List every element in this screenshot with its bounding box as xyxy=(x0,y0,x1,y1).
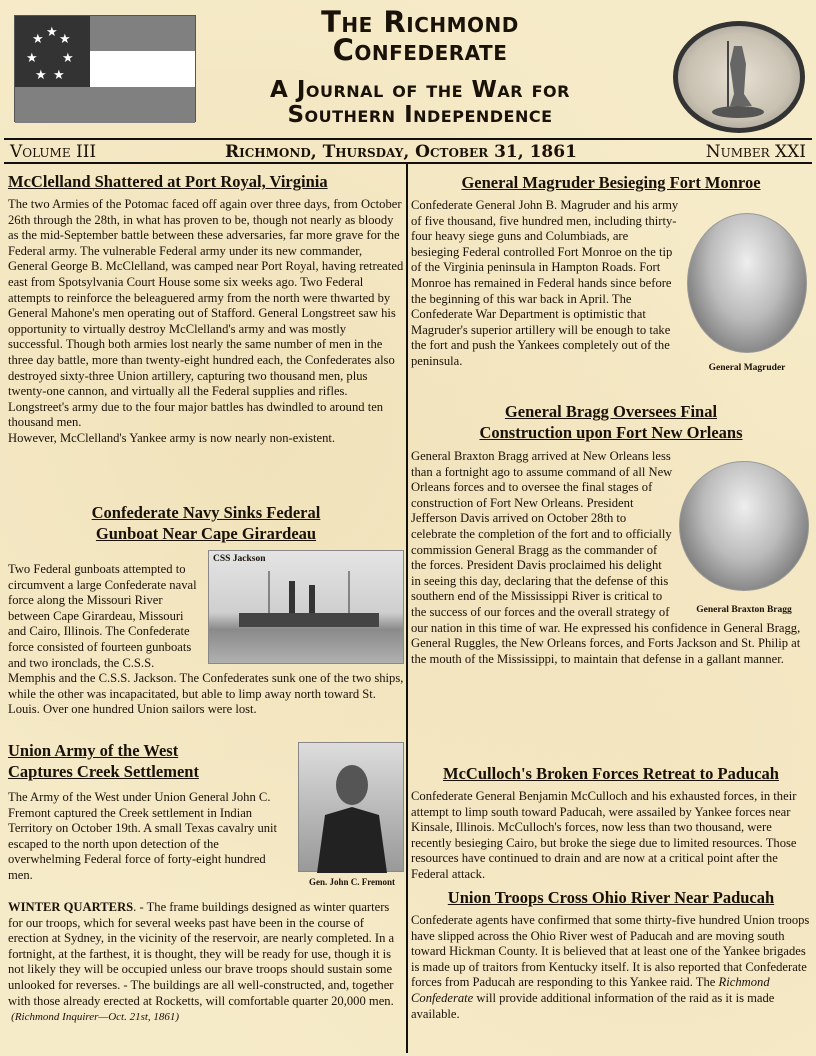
fremont-portrait xyxy=(298,742,404,887)
article-navy-gunboat xyxy=(8,502,404,718)
photo-caption: Gen. John C. Fremont xyxy=(308,877,396,887)
article-body xyxy=(8,900,404,1026)
body-text: Confederate agents have confirmed that some thirty-five hundred Union troops have slipped across the Ohio River west of Paducah and are moving south toward Hickman County. It is believed that at least one of the Yankee brigades is made up of traitors from Kentucky itself. It is also reported that Confederate forces from Paducah are responding to this Yankee raid. The xyxy=(411,913,810,990)
css-jackson-photo xyxy=(208,550,404,664)
virginia-seal xyxy=(673,21,805,133)
magruder-portrait xyxy=(687,213,807,353)
body-text: . - The frame buildings designed as winter quarters for our troops, which for several weeks past have been in the course of erection at Sydney, in the vicinity of the reservoir, are nearly completed. In a fortnight, at the farthest, it is thought, they will be ready for use, though it is not likely they will be occupied unless our brave troops should sustain some unlooked for reverses. - The buildings are all well-constructed, and, together with those already erected at Rocketts, will comfortable quarter 20,000 men. xyxy=(8,900,395,1008)
headline-line: Gunboat Near Cape Girardeau xyxy=(95,524,317,543)
article-body: Confederate General Benjamin McCulloch and his exhausted forces, in their attempt to limp south toward Paducah, were assailed by Yankee forces near Kinsale, Illinois. McCulloch's forces, now less than two thousand, were recently besieging Cairo, but broke the siege due to limited resources. Those resources have continued to drain and are now at a critical point after the Federal attack. xyxy=(411,789,797,881)
title-line: The Richmond xyxy=(321,5,519,39)
headline-line: General Bragg Oversees Final xyxy=(504,402,718,421)
headline-line: Construction upon Fort New Orleans xyxy=(479,423,743,442)
lead-in: WINTER QUARTERS xyxy=(8,900,134,914)
article-body: General Braxton Bragg arrived at New Orleans less than a fortnight ago to assume command of all New Orleans forces and to oversee the final stages of construction of Fort New Orleans. President Jefferson Davis arrived on October 28th to celebrate the completion of the fort and to officially commission General Bragg as the commander of the forces. President Davis proclaimed his delight in seeing this day, declaring that the defense of this southern end of the Mississippi River is critical to the success of our forces and the overall strategy of our nation in this time of war. He expressed his confidence in General Bragg, General Ruggles, the New Orleans forces, and Forts Jackson and St. Philip at the mouth of the Mississippi, to maintain that defense in a gallant manner. xyxy=(411,449,801,666)
article-winter-quarters xyxy=(8,900,404,1026)
article-body: The two Armies of the Potomac faced off again over three days, from October 26th through the 28th, in what has proven to be, though not nearly as bloody as the mid-September battle between these adversaries, far more grave for the Federal army. The vulnerable Federal army under its new commander, General George B. McClelland, was camped near Port Royal, having retreated east from Spotsylvania Court House some six weeks ago. Two Federal attempts to reinforce the beleaguered army from the north were thwarted by General Mahone's men operating out of Stafford. General Longstreet saw his opportunity to virtually destroy McClelland's army and was mostly successful. Though both armies lost nearly the same number of men in the three day battle, more than twenty-eight hundred each, the Confederates also destroyed sixty-three Union artillery, capturing two thousand men, plus twenty-one cannon, and virtually all the Federal supplies and rifles. Longstreet's army due to the four major battles has dwindled to around ten thousand men. xyxy=(8,197,404,430)
volume: Volume III xyxy=(10,142,97,162)
headline: McClelland Shattered at Port Royal, Virginia xyxy=(8,172,328,191)
headline-text: Union Troops Cross Ohio River Near Paducah xyxy=(447,888,775,907)
headline-text: General Magruder Besieging Fort Monroe xyxy=(461,173,761,192)
confederate-flag: ★ ★ ★ ★ ★ ★ ★ xyxy=(14,15,196,122)
issue-number: Number XXI xyxy=(705,142,806,162)
subtitle-line: A Journal of the War for xyxy=(270,77,570,103)
issue-date: Richmond, Thursday, October 31, 1861 xyxy=(224,142,577,162)
headline-text: McCulloch's Broken Forces Retreat to Paducah xyxy=(443,764,779,783)
subtitle-line: Southern Independence xyxy=(287,102,553,128)
magruder-figure xyxy=(683,213,811,373)
headline xyxy=(8,502,404,544)
newspaper-title xyxy=(200,5,640,67)
paper-name: Richmond Confederate xyxy=(411,975,770,1005)
photo-caption: CSS Jackson xyxy=(213,554,266,564)
newspaper-subtitle xyxy=(180,78,660,128)
headline-line: Captures Creek Settlement xyxy=(8,762,199,781)
bragg-portrait xyxy=(679,461,809,591)
headline xyxy=(411,172,811,193)
article-mcclelland xyxy=(8,171,404,447)
headline-line: Confederate Navy Sinks Federal xyxy=(91,503,321,522)
photo-caption: General Magruder xyxy=(708,363,786,373)
article-ohio-river xyxy=(411,887,811,1022)
article-army-of-west xyxy=(8,740,404,887)
article-body xyxy=(411,913,811,1022)
headline xyxy=(411,887,811,908)
source-citation: (Richmond Inquirer—Oct. 21st, 1861) xyxy=(11,1011,180,1024)
article-mcculloch xyxy=(411,763,811,883)
bragg-figure xyxy=(677,461,811,615)
article-magruder xyxy=(411,172,811,373)
title-line: Confederate xyxy=(332,33,508,67)
article-body: Confederate General John B. Magruder and his army of five thousand, five hundred men, including thirty-four heavy siege guns and Columbiads, are besieging Federal controlled Fort Monroe on the tip of the Virginia peninsula in Hampton Roads. Fort Monroe has remained in Federal hands since before the beginning of this war back in April. The Confederate War Department is optimistic that Magruder's superior artillery will be enough to take the fort and push the Yankees completely out of the peninsula. xyxy=(411,198,679,368)
headline-line: Union Army of the West xyxy=(8,741,179,760)
body-text: will provide additional information of the raid as it is made available. xyxy=(411,990,775,1021)
headline xyxy=(411,401,811,443)
article-body: Two Federal gunboats attempted to circumvent a large Confederate naval force along the Missouri River between Cape Girardeau, Missouri and Cairo, Illinois. The Confederate force consisted of fourteen gunboats and two ironclads, the C.S.S. Memphis and the C.S.S. Jackson. The Confederates sunk one of the two ships, while the other was incapacitated, but able to limp away north toward St. Louis. Over one hundred Union sailors were lost. xyxy=(8,562,404,717)
photo-caption: General Braxton Bragg xyxy=(696,605,792,615)
headline xyxy=(411,763,811,784)
article-body: However, McClelland's Yankee army is now nearly non-existent. xyxy=(8,430,336,445)
article-bragg xyxy=(411,401,811,667)
column-divider xyxy=(406,163,408,1053)
dateline xyxy=(10,142,806,162)
article-body: The Army of the West under Union General John C. Fremont captured the Creek settlement in Indian Territory on October 19th. A small Texas cavalry unit escaped to the north upon detection of the overwhelming Federal force of forty-eight hundred men. xyxy=(8,790,278,882)
